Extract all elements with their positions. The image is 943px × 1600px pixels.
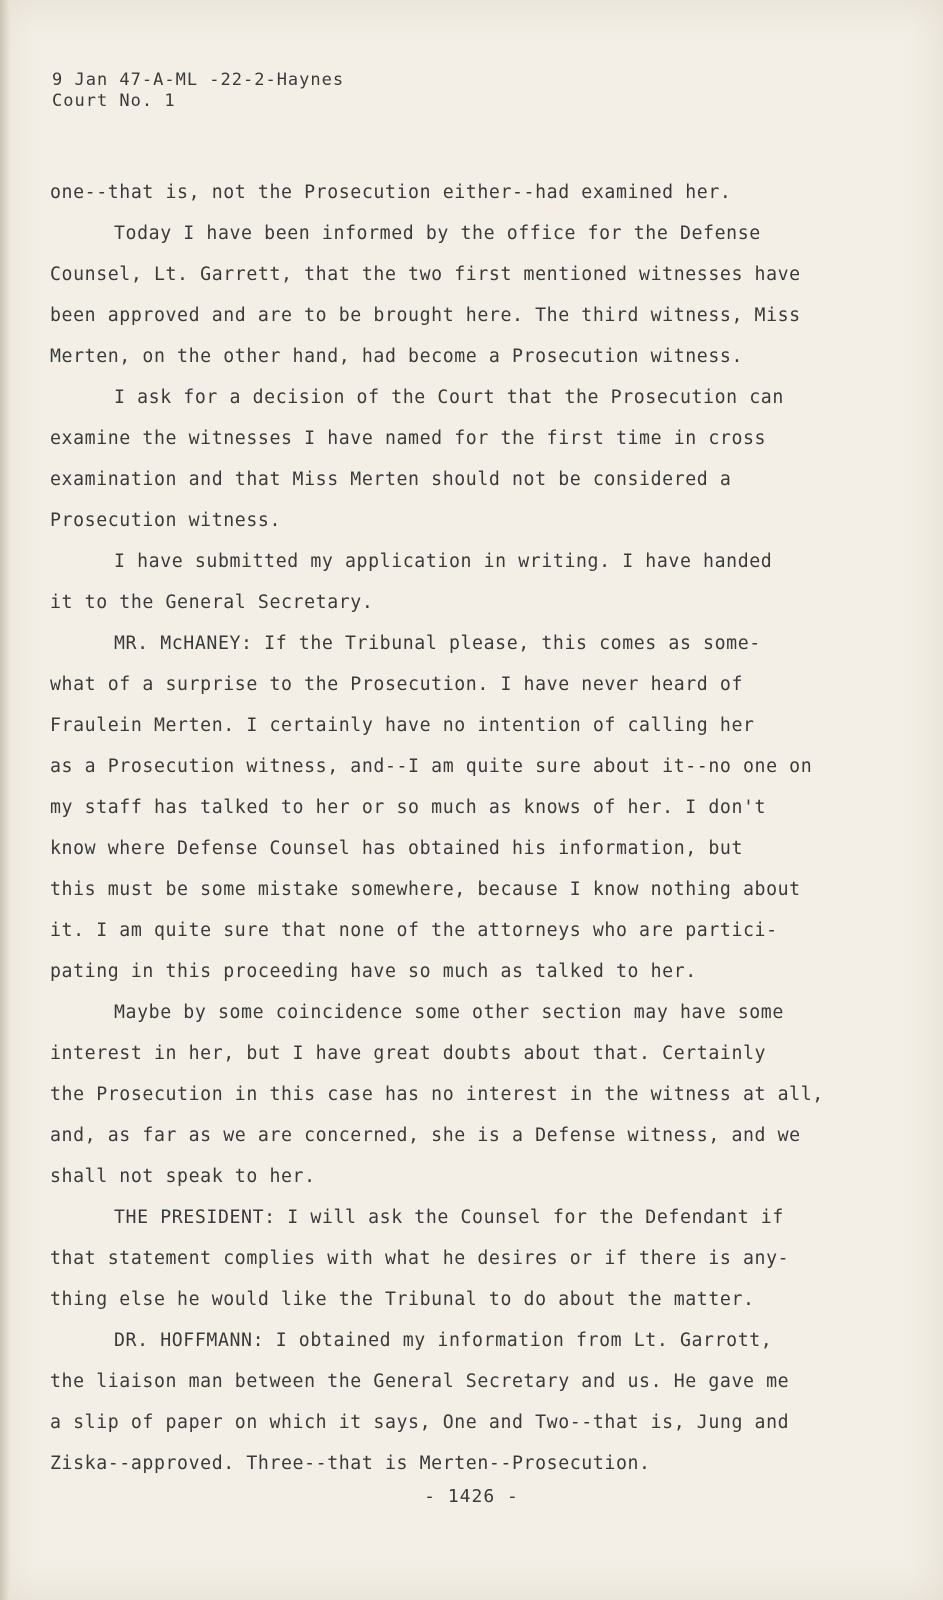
text-line: my staff has talked to her or so much as knows of her. I don't: [50, 797, 767, 818]
text-line: DR. HOFFMANN: I obtained my information from Lt. Garrott,: [114, 1330, 773, 1351]
text-line: it to the General Secretary.: [50, 592, 374, 613]
text-line: Ziska--approved. Three--that is Merten--Prosecution.: [50, 1453, 651, 1474]
text-line: I have submitted my application in writing. I have handed: [114, 551, 773, 572]
text-line: and, as far as we are concerned, she is a Defense witness, and we: [50, 1125, 801, 1146]
text-line: THE PRESIDENT: I will ask the Counsel for the Defendant if: [114, 1207, 784, 1228]
text-line: a slip of paper on which it says, One and Two--that is, Jung and: [50, 1412, 790, 1433]
text-line: Prosecution witness.: [50, 510, 281, 531]
text-line: Maybe by some coincidence some other section may have some: [114, 1002, 784, 1023]
text-line: Today I have been informed by the office for the Defense: [114, 223, 761, 244]
text-line: Fraulein Merten. I certainly have no intention of calling her: [50, 715, 755, 736]
text-line: interest in her, but I have great doubts about that. Certainly: [50, 1043, 767, 1064]
header-line-court: Court No. 1: [52, 91, 176, 111]
text-line: the liaison man between the General Secretary and us. He gave me: [50, 1371, 790, 1392]
text-line: that statement complies with what he desires or if there is any-: [50, 1248, 790, 1269]
text-line: examination and that Miss Merten should not be considered a: [50, 469, 732, 490]
text-line: what of a surprise to the Prosecution. I have never heard of: [50, 674, 743, 695]
text-line: know where Defense Counsel has obtained his information, but: [50, 838, 743, 859]
text-line: pating in this proceeding have so much as talked to her.: [50, 961, 697, 982]
text-line: this must be some mistake somewhere, because I know nothing about: [50, 879, 801, 900]
text-line: been approved and are to be brought here. The third witness, Miss: [50, 305, 801, 326]
text-line: I ask for a decision of the Court that the Prosecution can: [114, 387, 784, 408]
transcript-header: [52, 70, 344, 112]
text-line: thing else he would like the Tribunal to do about the matter.: [50, 1289, 755, 1310]
transcript-body: [50, 172, 870, 1484]
text-line: examine the witnesses I have named for the first time in cross: [50, 428, 767, 449]
text-line: as a Prosecution witness, and--I am quite sure about it--no one on: [50, 756, 813, 777]
text-line: the Prosecution in this case has no interest in the witness at all,: [50, 1084, 824, 1105]
text-line: Counsel, Lt. Garrett, that the two first mentioned witnesses have: [50, 264, 801, 285]
text-line: it. I am quite sure that none of the attorneys who are partici-: [50, 920, 778, 941]
text-line: shall not speak to her.: [50, 1166, 316, 1187]
page-edge: [0, 0, 10, 1600]
text-line: one--that is, not the Prosecution either--had examined her.: [50, 182, 732, 203]
text-line: MR. McHANEY: If the Tribunal please, this comes as some-: [114, 633, 761, 654]
header-line-date: 9 Jan 47-A-ML -22-2-Haynes: [52, 70, 345, 90]
page-number: - 1426 -: [424, 1486, 519, 1507]
text-line: Merten, on the other hand, had become a Prosecution witness.: [50, 346, 743, 367]
